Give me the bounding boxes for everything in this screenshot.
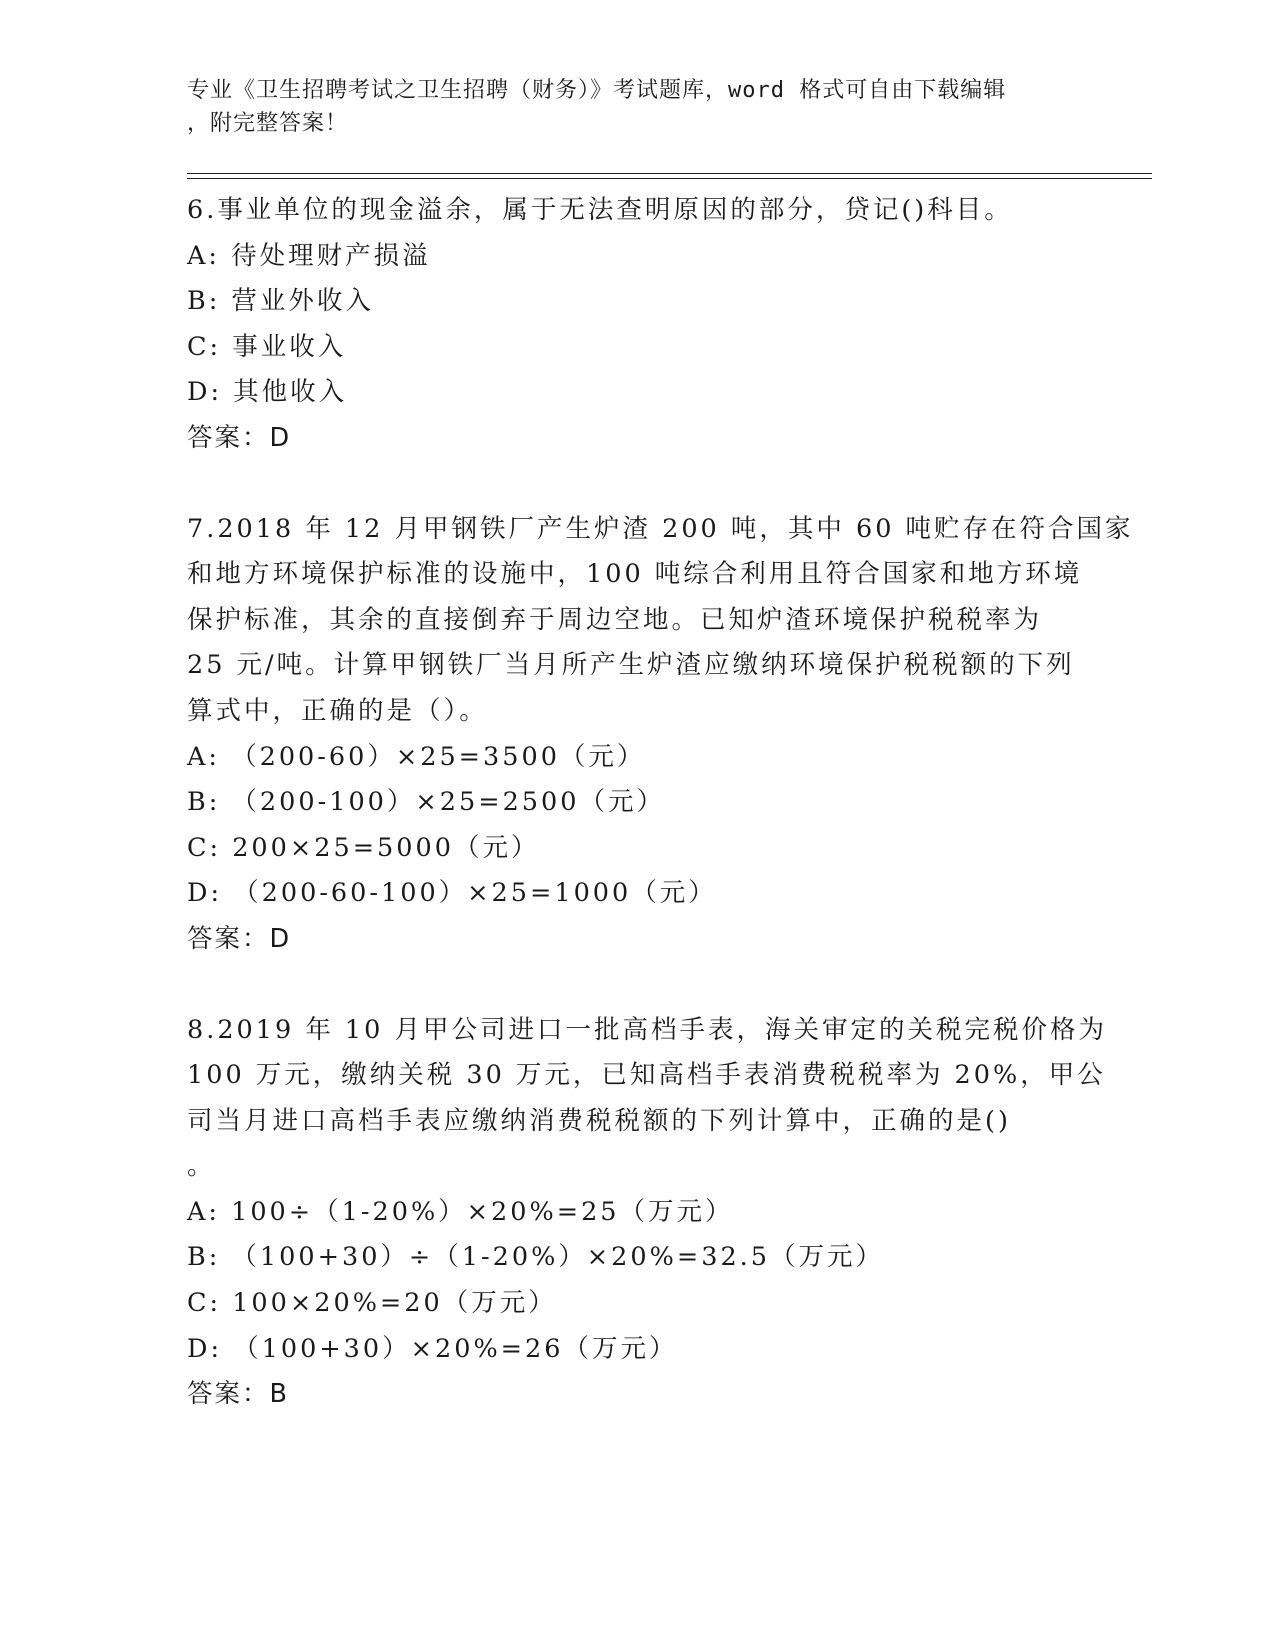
question-7-stem-line-4: 25 元/吨。计算甲钢铁厂当月所产生炉渣应缴纳环境保护税税额的下列 [187, 650, 1075, 681]
header-divider-bottom [187, 178, 1152, 179]
question-7-option-d: D: （200-60-100）×25=1000（元） [187, 878, 717, 909]
question-spacer [187, 462, 1087, 507]
question-8-stem-line-3: 司当月进口高档手表应缴纳消费税税额的下列计算中，正确的是() [187, 1105, 1011, 1136]
question-7-stem-line-1: 7.2018 年 12 月甲钢铁厂产生炉渣 200 吨，其中 60 吨贮存在符合国家 [187, 513, 1134, 544]
question-7 [187, 507, 1134, 963]
question-8-option-b: B: （100+30）÷（1-20%）×20%=32.5（万元） [187, 1242, 884, 1273]
question-8-stem-line-2: 100 万元，缴纳关税 30 万元，已知高档手表消费税税率为 20%，甲公 [187, 1060, 1106, 1091]
question-8-answer: 答案：B [187, 1379, 289, 1410]
question-6-option-a: A: 待处理财产损溢 [187, 240, 431, 271]
question-7-stem-line-5: 算式中，正确的是（）。 [187, 695, 488, 726]
question-6-stem-line-1: 6.事业单位的现金溢余，属于无法查明原因的部分，贷记()科目。 [187, 195, 1013, 225]
question-8-stem-line-1: 8.2019 年 10 月甲公司进口一批高档手表，海关审定的关税完税价格为 [187, 1014, 1107, 1045]
question-spacer [187, 963, 1087, 1008]
question-6-option-d: D: 其他收入 [187, 377, 348, 408]
header-divider-top [187, 173, 1152, 174]
question-7-stem-line-3: 保护标准，其余的直接倒弃于周边空地。已知炉渣环境保护税税率为 [187, 604, 1043, 635]
question-8-option-d: D: （100+30）×20%=26（万元） [187, 1333, 678, 1364]
question-6-answer: 答案：D [187, 422, 292, 453]
header-line-1: 专业《卫生招聘考试之卫生招聘（财务）》考试题库，word 格式可自由下载编辑 [187, 78, 1007, 103]
question-8-option-a: A: 100÷（1-20%）×20%=25（万元） [187, 1196, 734, 1227]
question-8 [187, 1008, 1107, 1418]
header-line-2: ，附完整答案！ [187, 111, 349, 136]
document-header [187, 74, 1067, 140]
question-7-stem-line-2: 和地方环境保护标准的设施中，100 吨综合利用且符合国家和地方环境 [187, 559, 1083, 590]
question-6 [187, 188, 1087, 462]
question-6-option-c: C: 事业收入 [187, 331, 347, 362]
question-8-stem-line-4: 。 [187, 1151, 216, 1182]
question-list [187, 188, 1134, 1418]
question-7-answer: 答案：D [187, 923, 292, 954]
question-6-option-b: B: 营业外收入 [187, 286, 374, 317]
question-7-option-a: A: （200-60）×25=3500（元） [187, 741, 646, 772]
question-8-option-c: C: 100×20%=20（万元） [187, 1288, 557, 1319]
question-7-option-c: C: 200×25=5000（元） [187, 832, 540, 863]
question-7-option-b: B: （200-100）×25=2500（元） [187, 787, 665, 818]
